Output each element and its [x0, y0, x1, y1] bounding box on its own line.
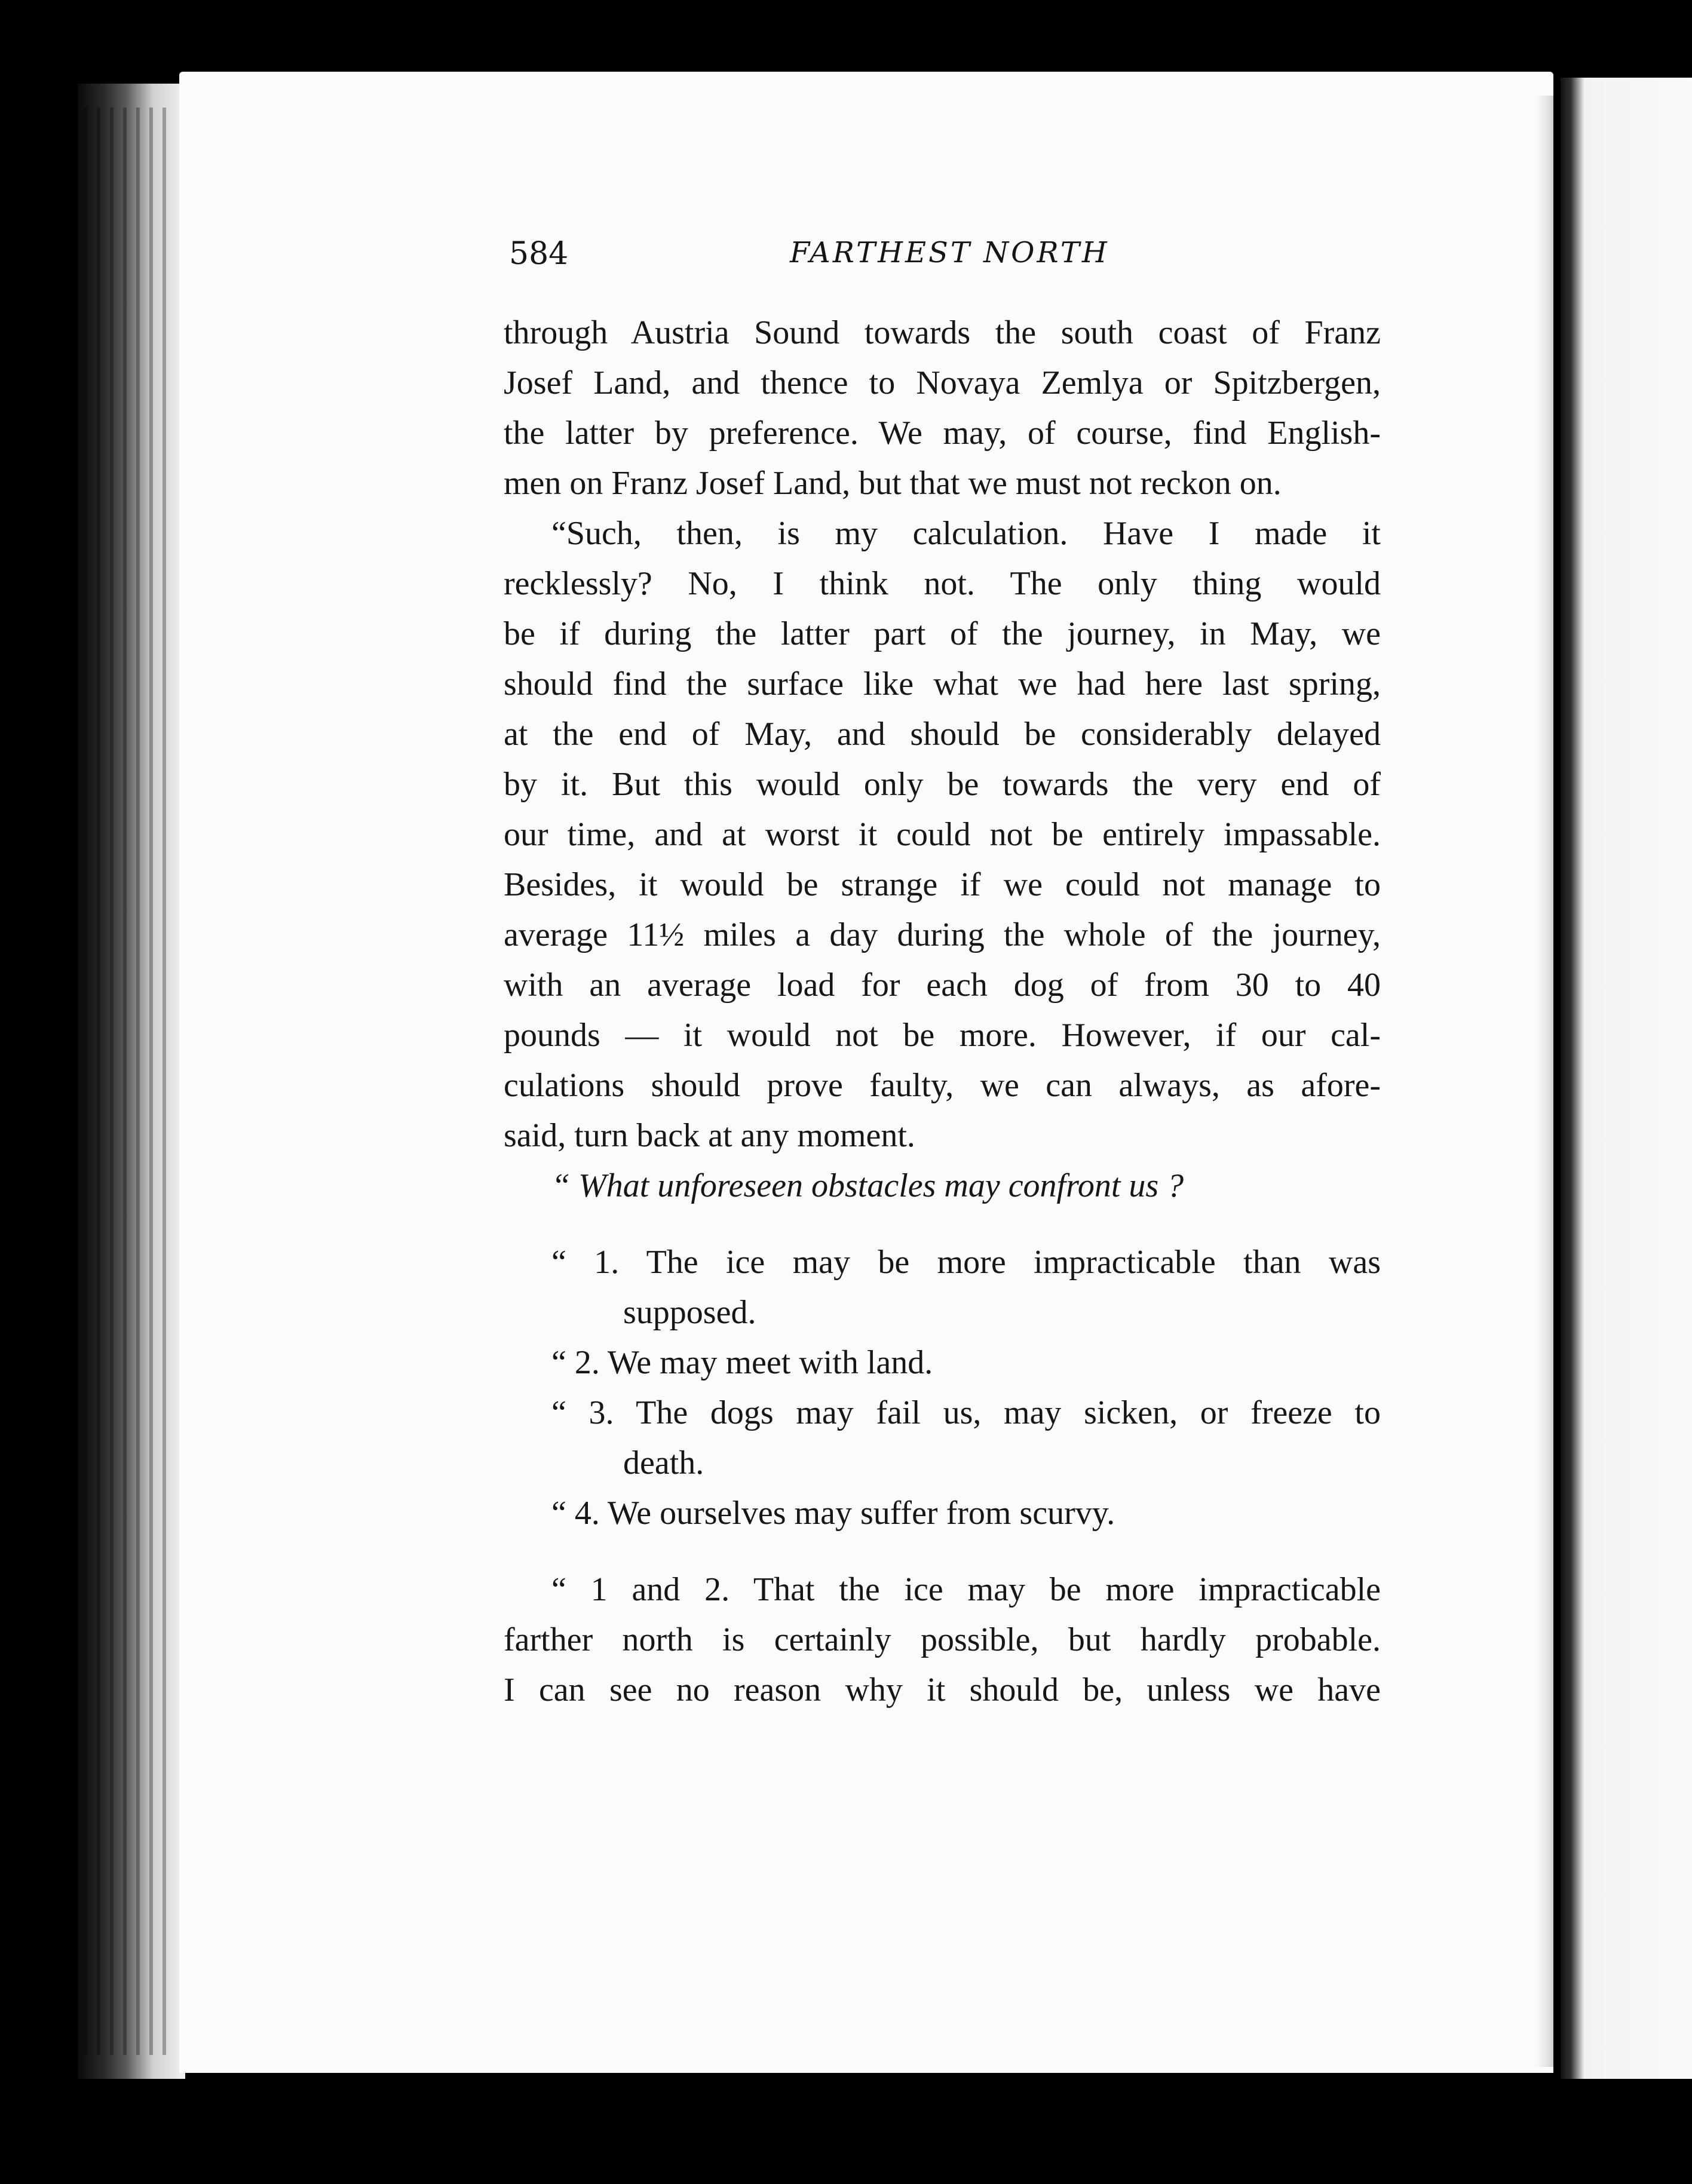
- list-item: [504, 1488, 1381, 1538]
- list-item: [504, 1388, 1381, 1488]
- text-line: our time, and at worst it could not be entirely impassable.: [504, 816, 1381, 853]
- paragraph-gap: [504, 1538, 1381, 1565]
- adjacent-page-edge: [1561, 78, 1692, 2079]
- text-line: recklessly? No, I think not. The only thing would: [504, 565, 1381, 602]
- page-number: 584: [509, 236, 569, 272]
- page-edge-shadow: [1535, 96, 1553, 2067]
- text-line: Besides, it would be strange if we could not manage to: [504, 866, 1381, 903]
- text-line: at the end of May, and should be considerably delayed: [504, 716, 1381, 753]
- text-line: by it. But this would only be towards the very end of: [504, 766, 1381, 803]
- text-line: with an average load for each dog of from 30 to 40: [504, 967, 1381, 1004]
- body-text: [504, 308, 1381, 1715]
- text-line: said, turn back at any moment.: [504, 1117, 915, 1154]
- running-title: FARTHEST NORTH: [790, 236, 1109, 269]
- text-line: Josef Land, and thence to Novaya Zemlya or Spitzbergen,: [504, 364, 1381, 401]
- list-item-line: “ 3. The dogs may fail us, may sicken, or freeze to: [551, 1394, 1381, 1431]
- running-header: [509, 236, 1381, 278]
- list-item-line: supposed.: [623, 1294, 756, 1331]
- text-line: farther north is certainly possible, but hardly probable.: [504, 1621, 1381, 1658]
- question-heading: “ What unforeseen obstacles may confront us ?: [551, 1167, 1184, 1204]
- text-line: the latter by preference. We may, of course, find English-: [504, 415, 1381, 452]
- list-item-line: death.: [623, 1444, 704, 1481]
- text-line: should find the surface like what we had here last spring,: [504, 665, 1381, 703]
- list-item-line: “ 4. We ourselves may suffer from scurvy.: [551, 1495, 1115, 1532]
- text-line: through Austria Sound towards the south coast of Franz: [504, 314, 1381, 351]
- text-line: men on Franz Josef Land, but that we must not reckon on.: [504, 465, 1282, 502]
- list-item: [504, 1338, 1381, 1388]
- text-line: be if during the latter part of the journey, in May, we: [504, 615, 1381, 652]
- spine-wear-marks: [84, 108, 173, 2055]
- list-item: [504, 1237, 1381, 1338]
- text-line: pounds — it would not be more. However, if our cal-: [504, 1017, 1381, 1054]
- text-line: average 11½ miles a day during the whole of the journey,: [504, 916, 1381, 953]
- text-line: I can see no reason why it should be, unless we have: [504, 1671, 1381, 1708]
- list-item-line: “ 2. We may meet with land.: [551, 1344, 933, 1381]
- text-line: “ 1 and 2. That the ice may be more impracticable: [551, 1571, 1381, 1608]
- text-line: “Such, then, is my calculation. Have I made it: [551, 515, 1381, 552]
- list-item-line: “ 1. The ice may be more impracticable than was: [551, 1244, 1381, 1281]
- text-line: culations should prove faulty, we can always, as afore-: [504, 1067, 1381, 1104]
